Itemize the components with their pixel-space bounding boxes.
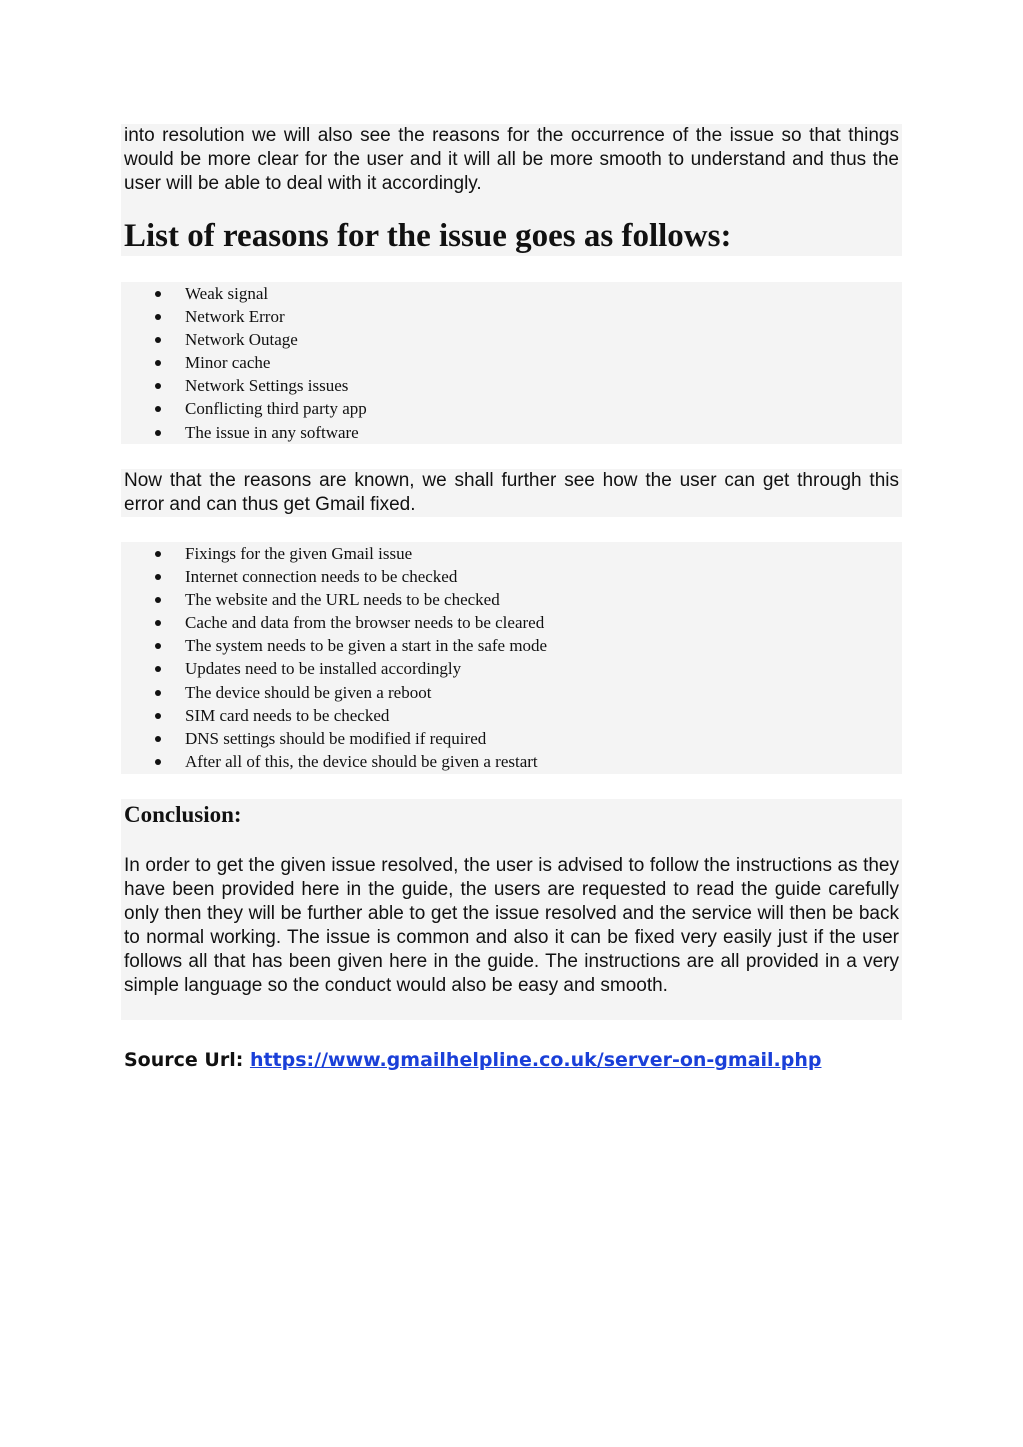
bullet-icon (155, 291, 161, 297)
fix-item (121, 681, 902, 704)
reason-item (121, 374, 902, 397)
fix-item-text: SIM card needs to be checked (185, 705, 390, 725)
reason-item-text: Minor cache (185, 353, 271, 373)
fix-item (121, 750, 902, 773)
reason-item (121, 328, 902, 351)
bullet-icon (155, 574, 161, 580)
source-line (124, 1046, 822, 1074)
bullet-icon (155, 713, 161, 719)
bullet-icon (155, 383, 161, 389)
reasons-list-block (121, 282, 902, 444)
fix-item-text: Internet connection needs to be checked (185, 567, 458, 587)
fix-item (121, 542, 902, 565)
bullet-icon (155, 759, 161, 765)
transition-paragraph: Now that the reasons are known, we shall further see how the user can get through this error and can thus get Gmail fixed. (124, 470, 899, 515)
bullet-icon (155, 406, 161, 412)
bullet-icon (155, 337, 161, 343)
fixes-list-block (121, 542, 902, 774)
intro-paragraph: into resolution we will also see the reasons for the occurrence of the issue so that things would be more clear for the user and it will all be more smooth to understand and thus the user will be able to deal with it accordingly. (124, 125, 899, 194)
reason-item (121, 351, 902, 374)
fix-item (121, 588, 902, 611)
source-link[interactable]: https://www.gmailhelpline.co.uk/server-on-gmail.php (249, 1049, 822, 1071)
fix-item (121, 565, 902, 588)
source-label: Source Url: (124, 1049, 244, 1071)
conclusion-block (121, 799, 902, 1020)
fix-item-text: Fixings for the given Gmail issue (185, 544, 413, 563)
fix-item-text: The website and the URL needs to be checked (185, 590, 500, 610)
fix-item-text: Updates need to be installed accordingly (185, 659, 462, 679)
bullet-icon (155, 551, 161, 557)
conclusion-heading: Conclusion: (124, 802, 242, 827)
bullet-icon (155, 666, 161, 672)
reason-item-text: The issue in any software (185, 422, 359, 442)
fix-item-text: DNS settings should be modified if required (185, 728, 487, 748)
bullet-icon (155, 360, 161, 366)
reason-item-text: Network Error (185, 307, 285, 327)
bullet-icon (155, 430, 161, 436)
reasons-list (121, 282, 902, 444)
bullet-icon (155, 690, 161, 696)
fix-item (121, 727, 902, 750)
bullet-icon (155, 736, 161, 742)
bullet-icon (155, 620, 161, 626)
fix-item (121, 704, 902, 727)
fix-item-text: After all of this, the device should be given a restart (185, 751, 538, 771)
fix-item (121, 634, 902, 657)
reason-item (121, 305, 902, 328)
reason-item-text: Network Outage (185, 330, 298, 350)
reason-item (121, 421, 902, 444)
reason-item-text: Network Settings issues (185, 376, 349, 396)
bullet-icon (155, 643, 161, 649)
fix-item (121, 657, 902, 680)
reasons-heading: List of reasons for the issue goes as follows: (124, 218, 732, 254)
fix-item-text: The device should be given a reboot (185, 682, 432, 702)
transition-block (121, 469, 902, 517)
bullet-icon (155, 314, 161, 320)
fix-item-text: The system needs to be given a start in the safe mode (185, 636, 548, 656)
reason-item-text: Weak signal (185, 284, 269, 303)
conclusion-paragraph: In order to get the given issue resolved, the user is advised to follow the instructions as they have been provided here in the guide, the users are requested to read the guide carefully only then they will be further able to get the issue resolved and the service will then be back to normal working. The issue is common and also it can be fixed very easily just if the user follows all that has been given here in the guide. The instructions are all provided in a very simple language so the conduct would also be easy and smooth. (124, 855, 899, 996)
fix-item (121, 611, 902, 634)
fixes-list (121, 542, 902, 773)
fix-item-text: Cache and data from the browser needs to be cleared (185, 613, 545, 633)
bullet-icon (155, 597, 161, 603)
intro-block (121, 124, 902, 256)
reason-item-text: Conflicting third party app (185, 399, 367, 419)
reason-item (121, 282, 902, 305)
reason-item (121, 397, 902, 420)
